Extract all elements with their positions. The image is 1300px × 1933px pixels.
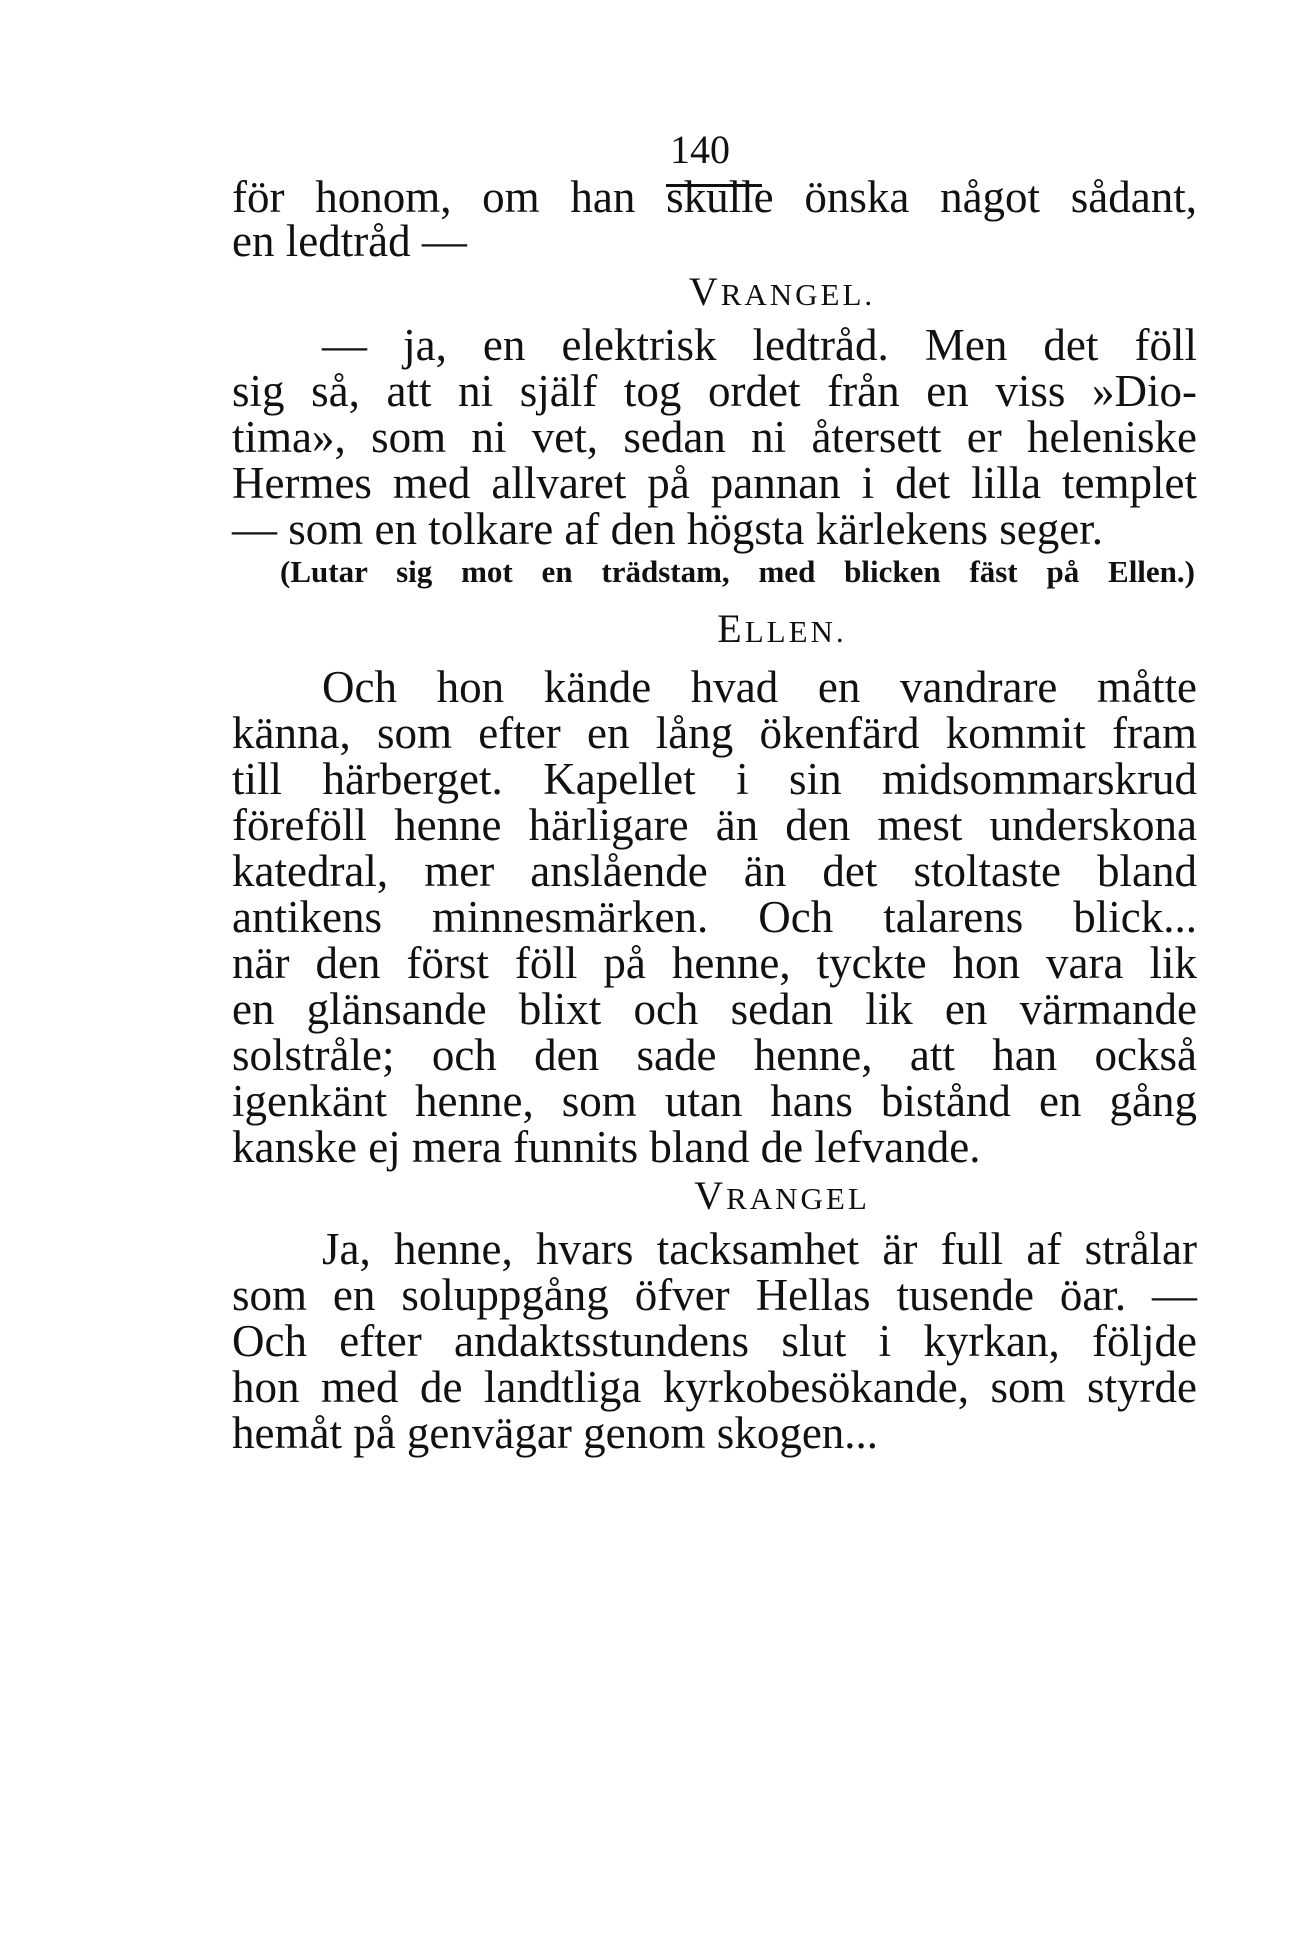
text-line: en ledtråd — — [232, 216, 467, 266]
text-line: katedral, mer anslående än det stoltaste bland — [232, 846, 1197, 896]
text-line: föreföll henne härligare än den mest underskona — [232, 800, 1197, 850]
text-line: hemåt på genvägar genom skogen... — [232, 1408, 879, 1458]
text-line: som en soluppgång öfver Hellas tusende öar. — — [232, 1270, 1197, 1320]
text-line: sig så, att ni själf tog ordet från en viss »Dio- — [232, 366, 1197, 416]
speaker-rest: LLEN. — [744, 614, 847, 649]
speaker-initial: E — [717, 606, 745, 651]
text-line: igenkänt henne, som utan hans bistånd en gång — [232, 1076, 1197, 1126]
text-line: Och hon kände hvad en vandrare måtte — [322, 662, 1197, 712]
speaker-initial: V — [688, 269, 721, 314]
text-line: antikens minnesmärken. Och talarens blick... — [232, 892, 1197, 942]
text-line: tima», som ni vet, sedan ni återsett er heleniske — [232, 412, 1197, 462]
text-line: till härberget. Kapellet i sin midsommarskrud — [232, 754, 1197, 804]
text-line: Och efter andaktsstundens slut i kyrkan, följde — [232, 1316, 1197, 1366]
text-line: Ja, henne, hvars tacksamhet är full af strålar — [322, 1224, 1197, 1274]
speaker-initial: V — [694, 1173, 727, 1218]
text-line: solstråle; och den sade henne, att han också — [232, 1030, 1197, 1080]
text-line: en glänsande blixt och sedan lik en värmande — [232, 984, 1197, 1034]
speaker-name — [232, 1172, 1300, 1223]
text-line: känna, som efter en lång ökenfärd kommit fram — [232, 708, 1197, 758]
text-line: hon med de landtliga kyrkobesökande, som styrde — [232, 1362, 1197, 1412]
text-line: — ja, en elektrisk ledtråd. Men det föll — [322, 320, 1197, 370]
text-line: — som en tolkare af den högsta kärlekens seger. — [232, 504, 1103, 554]
speaker-name — [232, 268, 1300, 319]
text-line: Hermes med allvaret på pannan i det lilla templet — [232, 458, 1197, 508]
page-number: 140 — [670, 127, 730, 172]
text-line: när den först föll på henne, tyckte hon vara lik — [232, 938, 1197, 988]
stage-direction: (Lutar sig mot en trädstam, med blicken fäst på Ellen.) — [280, 554, 1195, 589]
speaker-name — [232, 605, 1300, 656]
text-line: kanske ej mera funnits bland de lefvande. — [232, 1122, 981, 1172]
speaker-rest: RANGEL. — [720, 277, 876, 312]
speaker-rest: RANGEL — [726, 1181, 870, 1216]
text-line: för honom, om han skulle önska något sådant, — [232, 172, 1197, 222]
